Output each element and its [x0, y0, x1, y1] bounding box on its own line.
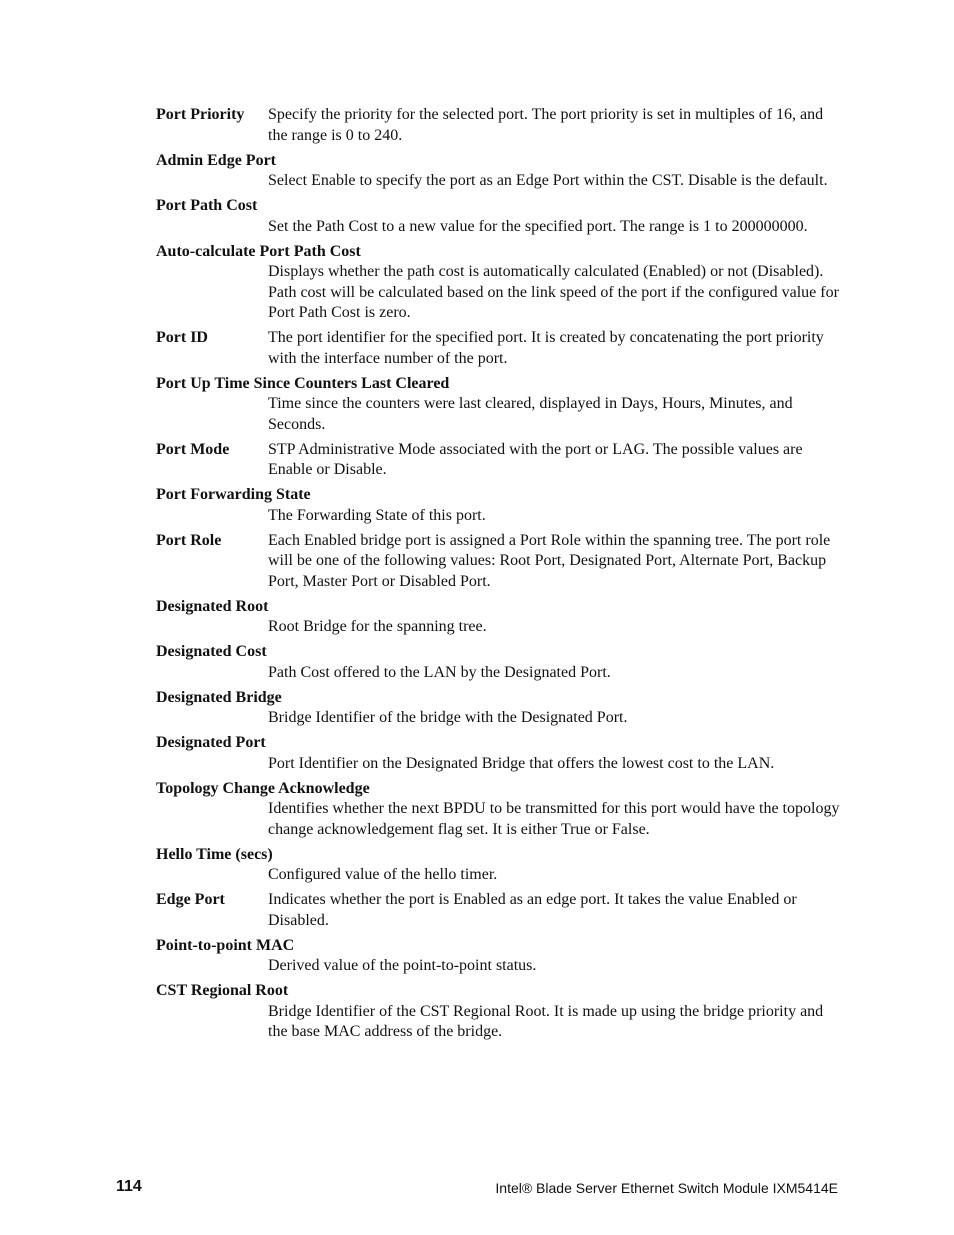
definition-description: Specify the priority for the selected port. The port priority is set in multiples of 16, and the range is 0 to 240. — [268, 106, 824, 144]
definition-description: Derived value of the point-to-point status. — [268, 957, 537, 974]
definition-entry — [156, 105, 846, 146]
definition-term: Port Forwarding State — [156, 486, 311, 503]
definition-entry — [156, 890, 846, 931]
definition-term: Hello Time (secs) — [156, 845, 273, 863]
definition-entry — [156, 779, 846, 841]
definition-entry — [156, 328, 846, 369]
definition-description: Indicates whether the port is Enabled as an edge port. It takes the value Enabled or Disabled. — [268, 891, 797, 929]
definition-description: Set the Path Cost to a new value for the specified port. The range is 1 to 200000000. — [268, 217, 808, 235]
definition-entry — [156, 688, 846, 729]
definition-entry — [156, 936, 846, 977]
definition-entry — [156, 151, 846, 192]
definition-list — [156, 105, 846, 1043]
definition-description: STP Administrative Mode associated with the port or LAG. The possible values are Enable or Disable. — [268, 440, 803, 478]
definition-description: Displays whether the path cost is automatically calculated (Enabled) or not (Disabled). Path cost will be calculated based on the link speed of the port if the configured value for Port Path Cost is zero. — [268, 263, 839, 321]
definition-term: Designated Root — [156, 597, 269, 615]
definition-entry — [156, 440, 846, 481]
definition-entry — [156, 374, 846, 436]
definition-term: Port Role — [156, 531, 222, 549]
definition-description: Each Enabled bridge port is assigned a Port Role within the spanning tree. The port role will be one of the following values: Root Port, Designated Port, Alternate Port, Backup Port, Master Port or Disabled Port. — [268, 531, 831, 590]
definition-term: Port ID — [156, 329, 208, 346]
definition-entry — [156, 733, 846, 774]
definition-description: Configured value of the hello timer. — [268, 866, 498, 883]
definition-term: Auto-calculate Port Path Cost — [156, 242, 361, 260]
definition-entry — [156, 597, 846, 638]
definition-description: Identifies whether the next BPDU to be transmitted for this port would have the topology change acknowledgement flag set. It is either True or False. — [268, 800, 840, 838]
definition-term: Designated Port — [156, 734, 266, 751]
definition-term: Port Priority — [156, 106, 245, 123]
definition-description: Time since the counters were last cleared, displayed in Days, Hours, Minutes, and Seconds. — [268, 395, 793, 433]
definition-entry — [156, 642, 846, 683]
definition-entry — [156, 242, 846, 324]
definition-entry — [156, 531, 846, 593]
definition-entry — [156, 485, 846, 526]
definition-term: Designated Cost — [156, 643, 267, 660]
definition-description: Path Cost offered to the LAN by the Designated Port. — [268, 663, 611, 681]
definition-entry — [156, 845, 846, 886]
definition-term: Topology Change Acknowledge — [156, 779, 370, 797]
definition-term: Designated Bridge — [156, 688, 282, 706]
definition-description: Bridge Identifier of the CST Regional Root. It is made up using the bridge priority and the base MAC address of the bridge. — [268, 1002, 824, 1040]
definition-term: Point-to-point MAC — [156, 936, 295, 954]
definition-term: Port Path Cost — [156, 197, 258, 214]
document-title: Intel® Blade Server Ethernet Switch Module IXM5414E — [495, 1180, 838, 1196]
definition-description: The port identifier for the specified port. It is created by concatenating the port priority with the interface number of the port. — [268, 329, 824, 367]
definition-description: Select Enable to specify the port as an Edge Port within the CST. Disable is the default. — [268, 172, 828, 189]
definition-description: Root Bridge for the spanning tree. — [268, 618, 487, 635]
definition-term: Port Mode — [156, 440, 230, 458]
definition-term: CST Regional Root — [156, 982, 289, 999]
definition-description: The Forwarding State of this port. — [268, 506, 486, 524]
page-number: 114 — [116, 1178, 142, 1195]
definition-description: Port Identifier on the Designated Bridge that offers the lowest cost to the LAN. — [268, 754, 775, 772]
definition-description: Bridge Identifier of the bridge with the Designated Port. — [268, 709, 628, 726]
definition-entry — [156, 196, 846, 237]
definition-term: Admin Edge Port — [156, 151, 276, 169]
definition-term: Port Up Time Since Counters Last Cleared — [156, 374, 450, 392]
definition-entry — [156, 981, 846, 1043]
definition-term: Edge Port — [156, 891, 225, 908]
